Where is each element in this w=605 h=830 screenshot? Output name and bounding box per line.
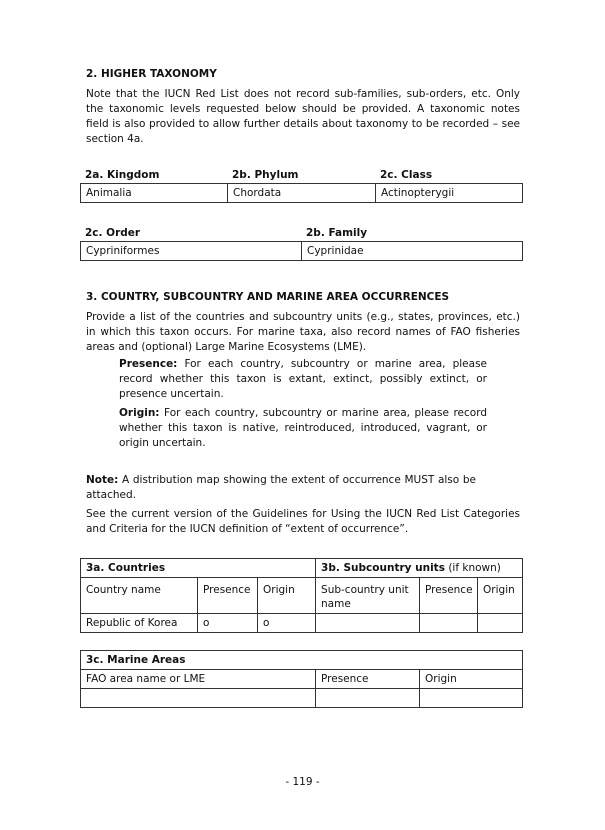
marine-empty-cell (420, 689, 523, 708)
marine-empty-cell (316, 689, 420, 708)
note-text: A distribution map showing the extent of occurrence MUST also be attached. (86, 474, 476, 501)
phylum-label: 2b. Phylum (232, 169, 299, 181)
section-3-intro: Provide a list of the countries and subcountry units (e.g., states, provinces, etc.) in which this taxon occurs. For marine taxa, also record names of FAO fisheries areas and (optional) Large Marine Ecosystems (LME). (86, 311, 520, 353)
phylum-value: Chordata (228, 184, 376, 203)
table-row (81, 689, 523, 708)
col-origin: Origin (258, 578, 316, 614)
presence-cell: o (198, 614, 258, 633)
taxonomy-labels-row-2 (80, 224, 522, 242)
class-label: 2c. Class (380, 169, 433, 181)
col-fao-area: FAO area name or LME (81, 670, 316, 689)
origin-label: Origin: (119, 407, 160, 419)
subcountry-header: 3b. Subcountry units (321, 562, 445, 574)
page-number: - 119 - (285, 776, 320, 788)
presence-2-cell (420, 614, 478, 633)
presence-label: Presence: (119, 358, 178, 370)
section-2-heading: 2. HIGHER TAXONOMY (86, 68, 217, 80)
col-presence: Presence (198, 578, 258, 614)
subcountry-cell (316, 614, 420, 633)
taxonomy-table-1 (80, 183, 523, 203)
family-value: Cyprinidae (302, 242, 523, 261)
presence-paragraph (119, 357, 487, 402)
col-presence-2: Presence (420, 578, 478, 614)
class-value: Actinopterygii (376, 184, 523, 203)
section-3-heading: 3. COUNTRY, SUBCOUNTRY AND MARINE AREA OCCURRENCES (86, 291, 450, 303)
origin-2-cell (478, 614, 523, 633)
marine-areas-table (80, 650, 523, 708)
family-label: 2b. Family (306, 227, 368, 239)
order-value: Cypriniformes (81, 242, 302, 261)
section-2-intro: Note that the IUCN Red List does not record sub-families, sub-orders, etc. Only the taxonomic levels requested below should be provided. A taxonomic notes field is also provided to allow further details about taxonomy to be recorded – see section 4a. (86, 88, 520, 145)
col-marine-origin: Origin (420, 670, 523, 689)
countries-table (80, 558, 523, 633)
origin-cell: o (258, 614, 316, 633)
countries-header: 3a. Countries (81, 559, 316, 578)
origin-paragraph (119, 406, 487, 451)
note-label: Note: (86, 474, 119, 486)
marine-empty-cell (81, 689, 316, 708)
guidelines-paragraph: See the current version of the Guidelines for Using the IUCN Red List Categories and Criteria for the IUCN definition of “extent of occurrence”. (86, 508, 520, 535)
col-origin-2: Origin (478, 578, 523, 614)
order-label: 2c. Order (85, 227, 141, 239)
taxonomy-labels-row-1 (80, 166, 522, 184)
note-paragraph (86, 473, 476, 503)
col-country-name: Country name (81, 578, 198, 614)
taxonomy-table-2 (80, 241, 523, 261)
country-cell: Republic of Korea (81, 614, 198, 633)
subcountry-note: (if known) (448, 562, 501, 574)
table-row (81, 614, 523, 633)
kingdom-value: Animalia (81, 184, 228, 203)
col-marine-presence: Presence (316, 670, 420, 689)
origin-text: For each country, subcountry or marine area, please record whether this taxon is native, reintroduced, introduced, vagrant, or origin uncertain. (119, 407, 487, 449)
kingdom-label: 2a. Kingdom (85, 169, 160, 181)
presence-text: For each country, subcountry or marine area, please record whether this taxon is extant, extinct, possibly extinct, or presence uncertain. (119, 358, 487, 400)
subcountry-header-cell (316, 559, 523, 578)
col-subcountry-name: Sub-country unit name (316, 578, 420, 614)
marine-header: 3c. Marine Areas (81, 651, 523, 670)
